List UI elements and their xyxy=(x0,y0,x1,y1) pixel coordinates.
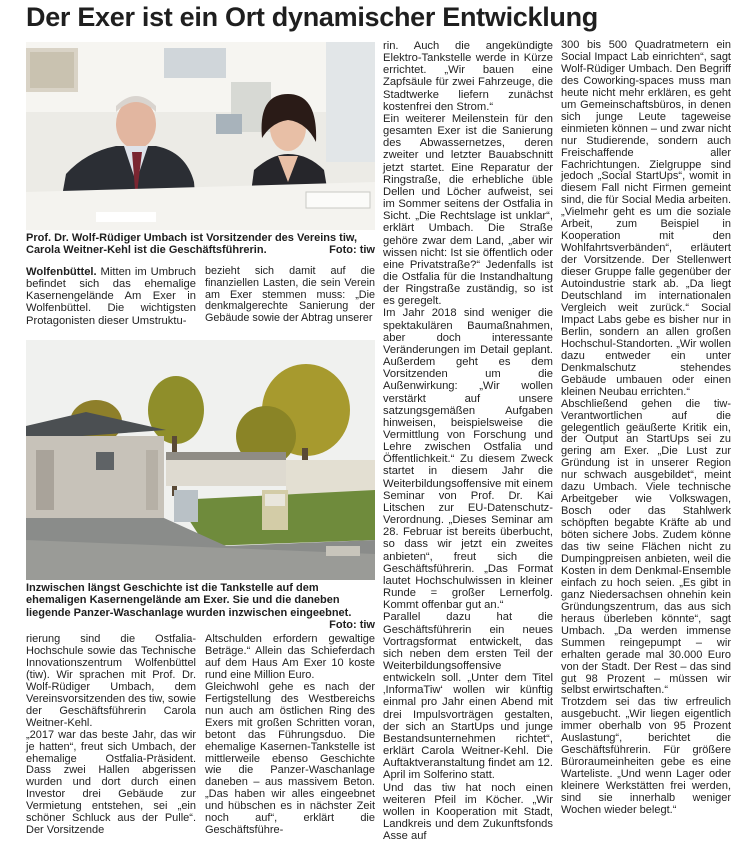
gas-station-photo-caption xyxy=(26,582,375,631)
paragraph: rin. Auch die angekündigte Elektro-Tankstelle werde in Kürze errichtet. „Wir bauen eine Zapfsäule für zwei Fahrzeuge, die Stadtwerke liefern zunächst kostenfrei den Strom.“ xyxy=(383,40,553,113)
dateline: Wolfenbüttel. xyxy=(26,266,97,278)
gas-station-photo-graphic xyxy=(26,340,375,580)
lead-text: Mitten im Umbruch befindet sich das ehemalige Kasernengelände Am Exer in Wolfenbüttel. Die wichtigsten Protagonisten dieser Umstruktu- xyxy=(26,266,197,327)
paragraph: Und das tiw hat noch einen weiteren Pfeil im Köcher. „Wir wollen in Kooperation mit Stadt, Landkreis und dem Zukunftsfonds Asse auf xyxy=(383,781,553,843)
column-2-bottom xyxy=(205,634,375,837)
interview-photo-graphic xyxy=(26,42,375,230)
gas-station-photo-caption-text: Inzwischen längst Geschichte ist die Tankstelle auf dem ehemaligen Kasernengelände am Exer. Sie und die daneben liegende Panzer-Waschanlage wurden inzwischen eingeebnet. xyxy=(26,582,352,619)
paragraph: Trotzdem sei das tiw erfreulich ausgebucht. „Wir liegen eigentlich immer oberhalb von 95 Prozent Auslastung“, berichtet die Geschäftsführerin. Für größere Büroraumeinheiten gebe es eine Warteliste. „Und wenn Lager oder kleinere Werkstätten frei werden, sind sie innerhalb weniger Wochen wieder belegt.“ xyxy=(561,696,731,816)
interview-photo-credit: Foto: tiw xyxy=(329,244,375,257)
paragraph: Gleichwohl gehe es nach der Fertigstellung des Westbereichs nun auch am östlichen Ring des Exers mit großen Schritten voran, betont das Führungsduo. Die ehemalige Kasernen-Tankstelle ist mittlerweile ebenso Geschichte wie die Panzer-Waschanlage daneben – aus massivem Beton. „Das haben wir alles eingeebnet und hübschen es in nächster Zeit noch auf“, erklärt die Geschäftsführe- xyxy=(205,680,375,837)
paragraph: Im Jahr 2018 sind weniger die spektakulären Baumaßnahmen, aber doch interessante Veränderungen im Detail geplant. Außerdem geht es dem Vorsitzenden um die Außenwirkung: „Wir wollen verstärkt auf unsere satzungsgemäßen Aufgaben hinweisen, beispielsweise die Vermittlung von Forschung und Lehre zwischen Ostfalia und Öffentlichkeit.“ Zu diesem Zweck startet in diesem Jahr die Weiterbildungsoffensive mit einem Seminar von Prof. Dr. Kai Litschen zur EU-Datenschutz-Verordnung. „Dieses Seminar am 28. Februar ist bereits überbucht, so dass wir jetzt ein zweites anbieten“, freut sich die Geschäftsführerin. „Das Format lautet Hochschulwissen in kleiner Runde = großer Lernerfolg. Kommt offenbar gut an.“ xyxy=(383,307,553,612)
column-1-top xyxy=(26,266,196,327)
paragraph: Altschulden erfordern gewaltige Beträge.“ Allein das Schieferdach auf dem Haus Am Exer 10 koste rund eine Million Euro. xyxy=(205,633,375,681)
paragraph: Parallel dazu hat die Geschäftsführerin ein neues Vortragsformat entwickelt, das sich neben dem ersten Teil der Weiterbildungsoffensive entwickeln soll. „Unter dem Titel ‚InformaTiw‘ wollen wir künftig einmal pro Jahr einen Abend mit drei Impulsvorträgen gestalten, der sich an StartUps und junge Bestandsunternehmen richtet“, erklärt Carola Weitner-Kehl. Die Auftaktveranstaltung findet am 12. April im Solferino statt. xyxy=(383,611,553,782)
lead-paragraph xyxy=(26,266,196,327)
interview-photo xyxy=(26,42,375,230)
paragraph: Ein weiterer Meilenstein für den gesamten Exer ist die Sanierung des Abwassernetzes, deren zweiter und letzter Bauabschnitt jetzt startet. Eine Reparatur der Ringstraße, die erhebliche üble Dellen und Löcher aufweist, sei im Sommer seitens der Ostfalia in Sicht. „Die Rechtslage ist unklar“, erklärt Umbach. Die Straße gehöre zwar dem Land, „aber wir wissen nicht: Ist sie öffentlich oder eine Privatstraße?“ Jedenfalls ist die Ostfalia für die Instandhaltung der Ringstraße zuständig, so ist es geregelt. xyxy=(383,112,553,308)
paragraph: „2017 war das beste Jahr, das wir je hatten“, freut sich Umbach, der ehemalige Ostfalia-Präsident. Dass zwei Hallen abgerissen wurden und dort durch einen Investor drei Gebäude zur Vermietung entstehen, sei „ein schöner Schluck aus der Pulle“. Der Vorsitzende xyxy=(26,728,196,837)
column-2-top xyxy=(205,266,375,325)
paragraph: Abschließend gehen die tiw-Verantwortlichen auf die gelegentlich geäußerte Kritik ein, der Output an StartUps sei zu gering am Exer. „Die Lust zur Gründung ist in unserer Region nur schwach ausgebildet“, meint dazu Umbach. Viele technische Arbeitgeber wie Volkswagen, Bosch oder das Stahlwerk schöpften begabte Kräfte ab und böten sichere Jobs. Zudem könne das tiw seine Flächen nicht zu Dumpingpreisen anbieten, weil die Kosten in dem Denkmal-Ensemble einfach zu hoch seien. „Es gibt in ganz Niedersachsen ohnehin kein Gründungszentrum, das aus sich heraus überleben könnte“, sagt Umbach. „Da werden immense Summen reingepumpt – wir erhalten gerade mal 30.000 Euro von der Stadt. Der Rest – das sind gut 98 Prozent – müssen wir selbst erwirtschaften.“ xyxy=(561,397,731,697)
gas-station-photo xyxy=(26,340,375,580)
interview-photo-caption-text: Prof. Dr. Wolf-Rüdiger Umbach ist Vorsitzender des Vereins tiw, Carola Weitner-Kehl ist die Geschäftsführerin. xyxy=(26,232,358,257)
paragraph: bezieht sich damit auf die finanziellen Lasten, die sein Verein am Exer stemmen muss: „Die denkmalgerechte Sanierung der Gebäude sowie der Abtrag unserer xyxy=(205,265,375,324)
column-4 xyxy=(561,40,731,817)
interview-photo-caption xyxy=(26,232,375,257)
paragraph: rierung sind die Ostfalia-Hochschule sowie das Technische Innovationszentrum Wolfenbüttel (tiw). Wir sprachen mit Prof. Dr. Wolf-Rüdiger Umbach, dem Vereinsvorsitzenden des tiw, sowie der Geschäftsführerin Carola Weitner-Kehl. xyxy=(26,633,196,729)
headline: Der Exer ist ein Ort dynamischer Entwicklung xyxy=(26,2,598,32)
column-1-bottom xyxy=(26,634,196,837)
gas-station-photo-credit: Foto: tiw xyxy=(329,618,375,631)
paragraph: 300 bis 500 Quadratmetern ein Social Impact Lab einrichten“, sagt Wolf-Rüdiger Umbach. Den Begriff des Coworking-spaces muss man heute nicht mehr erklären, es geht um Gemeinschaftsbüros, in denen sich junge Leute tageweise einmieten können – und zwar nicht nur Studierende, sondern auch Freischaffende aller Fachrichtungen. Zielgruppe sind jedoch „Social StartUps“, womit in diesem Fall nicht Firmen gemeint sind, die für Social Media arbeiten. „Vielmehr geht es um die soziale Arbeit, zum Beispiel in Kooperation mit den Wohlfahrtsverbänden“, erläutert der Vorsitzende. Der Stellenwert dieser Gruppe falle gegenüber der Autoindustrie stark ab. „Da liegt Deutschland im internationalen Vergleich weit zurück.“ Social Impact Labs gebe es bisher nur in Berlin, sondern an allen großen Hochschul-Standorten. „Wir wollen dazu entweder ein unter Denkmalschutz stehendes Gebäude umbauen oder einen kleinen Neubau errichten.“ xyxy=(561,39,731,398)
column-3 xyxy=(383,40,553,842)
